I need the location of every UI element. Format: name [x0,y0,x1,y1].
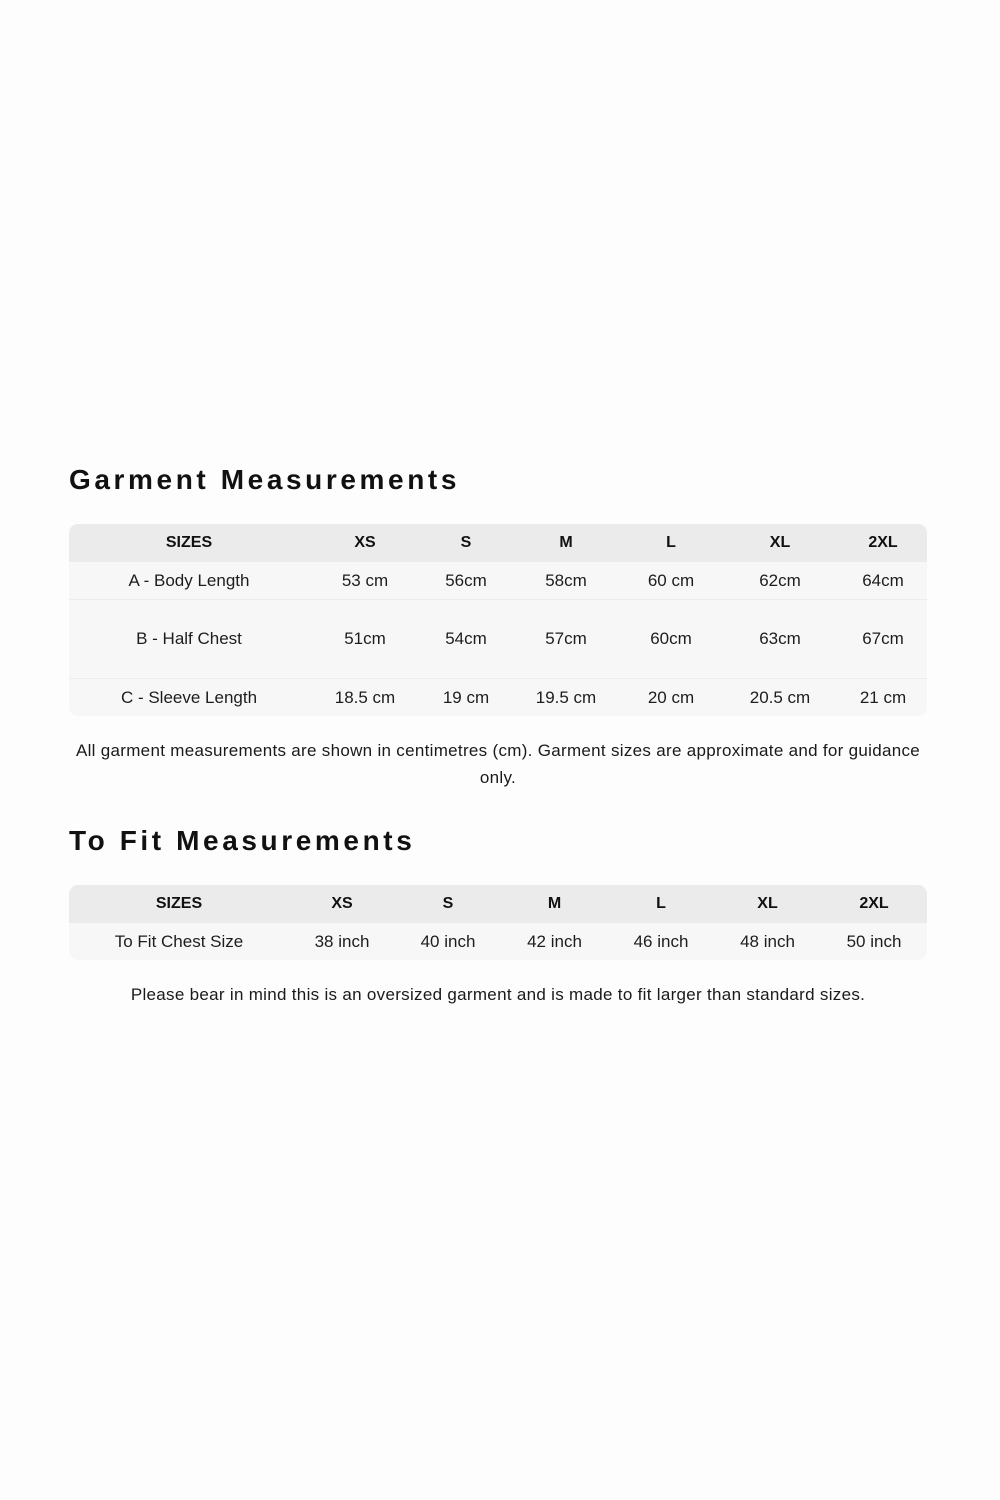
table-cell: 46 inch [608,923,714,960]
header-size-xl: XL [721,524,839,562]
table-header-row [69,885,927,923]
table-cell: 54cm [421,599,511,678]
table-cell: 57cm [511,599,621,678]
header-size-s: S [395,885,501,923]
row-label: B - Half Chest [69,599,309,678]
table-cell: 53 cm [309,562,421,599]
table-cell: 58cm [511,562,621,599]
header-size-s: S [421,524,511,562]
table-row [69,923,927,960]
header-size-xs: XS [309,524,421,562]
table-cell: 62cm [721,562,839,599]
table-cell: 64cm [839,562,927,599]
row-label: A - Body Length [69,562,309,599]
table-cell: 56cm [421,562,511,599]
to-fit-measurements-table [69,885,927,960]
table-cell: 38 inch [289,923,395,960]
header-sizes: SIZES [69,524,309,562]
garment-measurements-table [69,524,927,716]
header-size-m: M [501,885,608,923]
table-cell: 21 cm [839,678,927,716]
header-size-m: M [511,524,621,562]
table-cell: 67cm [839,599,927,678]
table-cell: 63cm [721,599,839,678]
garment-measurements-title: Garment Measurements [69,464,461,495]
table-cell: 19 cm [421,678,511,716]
table-cell: 48 inch [714,923,821,960]
row-label: C - Sleeve Length [69,678,309,716]
to-fit-measurements-note: Please bear in mind this is an oversized garment and is made to fit larger than standard sizes. [130,985,866,1004]
header-size-xl: XL [714,885,821,923]
table-cell: 40 inch [395,923,501,960]
header-size-l: L [621,524,721,562]
table-row [69,678,927,716]
to-fit-measurements-title: To Fit Measurements [69,825,416,856]
table-cell: 60 cm [621,562,721,599]
table-cell: 19.5 cm [511,678,621,716]
table-cell: 50 inch [821,923,927,960]
table-cell: 51cm [309,599,421,678]
garment-measurements-note: All garment measurements are shown in centimetres (cm). Garment sizes are approximate and for guidance only. [75,741,921,787]
table-row [69,562,927,599]
table-cell: 42 inch [501,923,608,960]
table-row [69,599,927,678]
table-cell: 20 cm [621,678,721,716]
header-size-xs: XS [289,885,395,923]
table-header-row [69,524,927,562]
table-cell: 18.5 cm [309,678,421,716]
table-cell: 60cm [621,599,721,678]
header-size-l: L [608,885,714,923]
row-label: To Fit Chest Size [69,923,289,960]
header-sizes: SIZES [69,885,289,923]
table-cell: 20.5 cm [721,678,839,716]
header-size-2xl: 2XL [821,885,927,923]
header-size-2xl: 2XL [839,524,927,562]
